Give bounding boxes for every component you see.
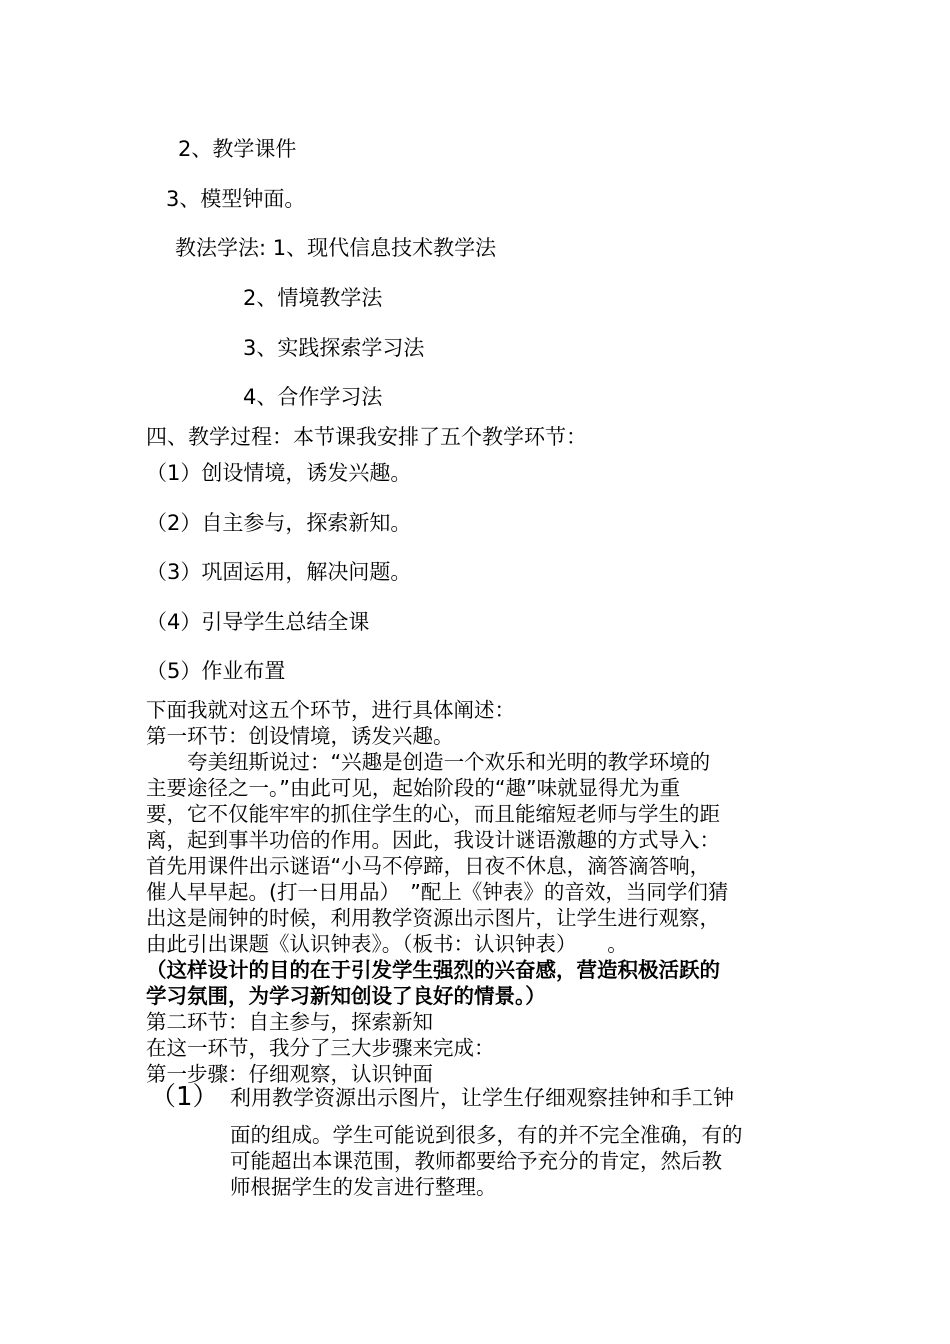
material-item-3: 3、模型钟面。 (166, 187, 306, 211)
paragraph-line: 夸美纽斯说过：“兴趣是创造一个欢乐和光明的教学环境的 (146, 750, 711, 774)
process-step: （4）引导学生总结全课 (146, 610, 370, 634)
method-item-2: 2、情境教学法 (243, 286, 383, 310)
detail-body (146, 697, 810, 1087)
stage2-title: 第二环节：自主参与，探索新知 (146, 1010, 433, 1034)
paragraph-line: 离，起到事半功倍的作用。因此，我设计谜语激趣的方式导入： (146, 828, 720, 852)
process-step: （1）创设情境，诱发兴趣。 (146, 461, 412, 485)
paragraph-line: 出这是闹钟的时候，利用教学资源出示图片，让学生进行观察， (146, 906, 720, 930)
paragraph-line: 首先用课件出示谜语“小马不停蹄，日夜不休息，滴答滴答响， (146, 854, 711, 878)
process-step: （2）自主参与，探索新知。 (146, 511, 412, 535)
process-step: （5）作业布置 (146, 659, 286, 683)
detail-intro: 下面我就对这五个环节，进行具体阐述： (146, 698, 515, 722)
paragraph-line: 由此引出课题《认识钟表》。（板书：认识钟表） 。 (146, 932, 628, 956)
design-note-line: 学习氛围，为学习新知创设了良好的情景。） (146, 984, 546, 1008)
paragraph-line: 要，它不仅能牢牢的抓住学生的心，而且能缩短老师与学生的距 (146, 802, 720, 826)
paragraph-line: 可能超出本课范围，教师都要给予充分的肯定，然后教 (230, 1149, 722, 1173)
design-note-line: （这样设计的目的在于引发学生强烈的兴奋感，营造积极活跃的 (146, 958, 720, 982)
method-item-4: 4、合作学习法 (243, 385, 383, 409)
process-step: （3）巩固运用，解决问题。 (146, 560, 412, 584)
stage2-intro: 在这一环节，我分了三大步骤来完成： (146, 1036, 495, 1060)
methods-lead: 教法学法: 1、现代信息技术教学法 (175, 236, 497, 260)
step1-body (230, 1122, 810, 1200)
process-heading: 四、教学过程：本节课我安排了五个教学环节： (146, 425, 587, 449)
stage1-title: 第一环节：创设情境，诱发兴趣。 (146, 724, 454, 748)
step1-title: 第一步骤：仔细观察，认识钟面 (146, 1062, 433, 1086)
material-item-2: 2、教学课件 (178, 137, 297, 161)
step1-first-line: 利用教学资源出示图片，让学生仔细观察挂钟和手工钟 (230, 1086, 734, 1110)
paragraph-line: 主要途径之一。”由此可见，起始阶段的“趣”味就显得尤为重 (146, 776, 681, 800)
paragraph-line: 师根据学生的发言进行整理。 (230, 1175, 497, 1199)
method-item-3: 3、实践探索学习法 (243, 336, 425, 360)
paragraph-line: 面的组成。学生可能说到很多，有的并不完全准确，有的 (230, 1123, 743, 1147)
step1-number: （1） (150, 1082, 219, 1112)
paragraph-line: 催人早早起。(打一日用品） ”配上《钟表》的音效，当同学们猜 (146, 880, 729, 904)
